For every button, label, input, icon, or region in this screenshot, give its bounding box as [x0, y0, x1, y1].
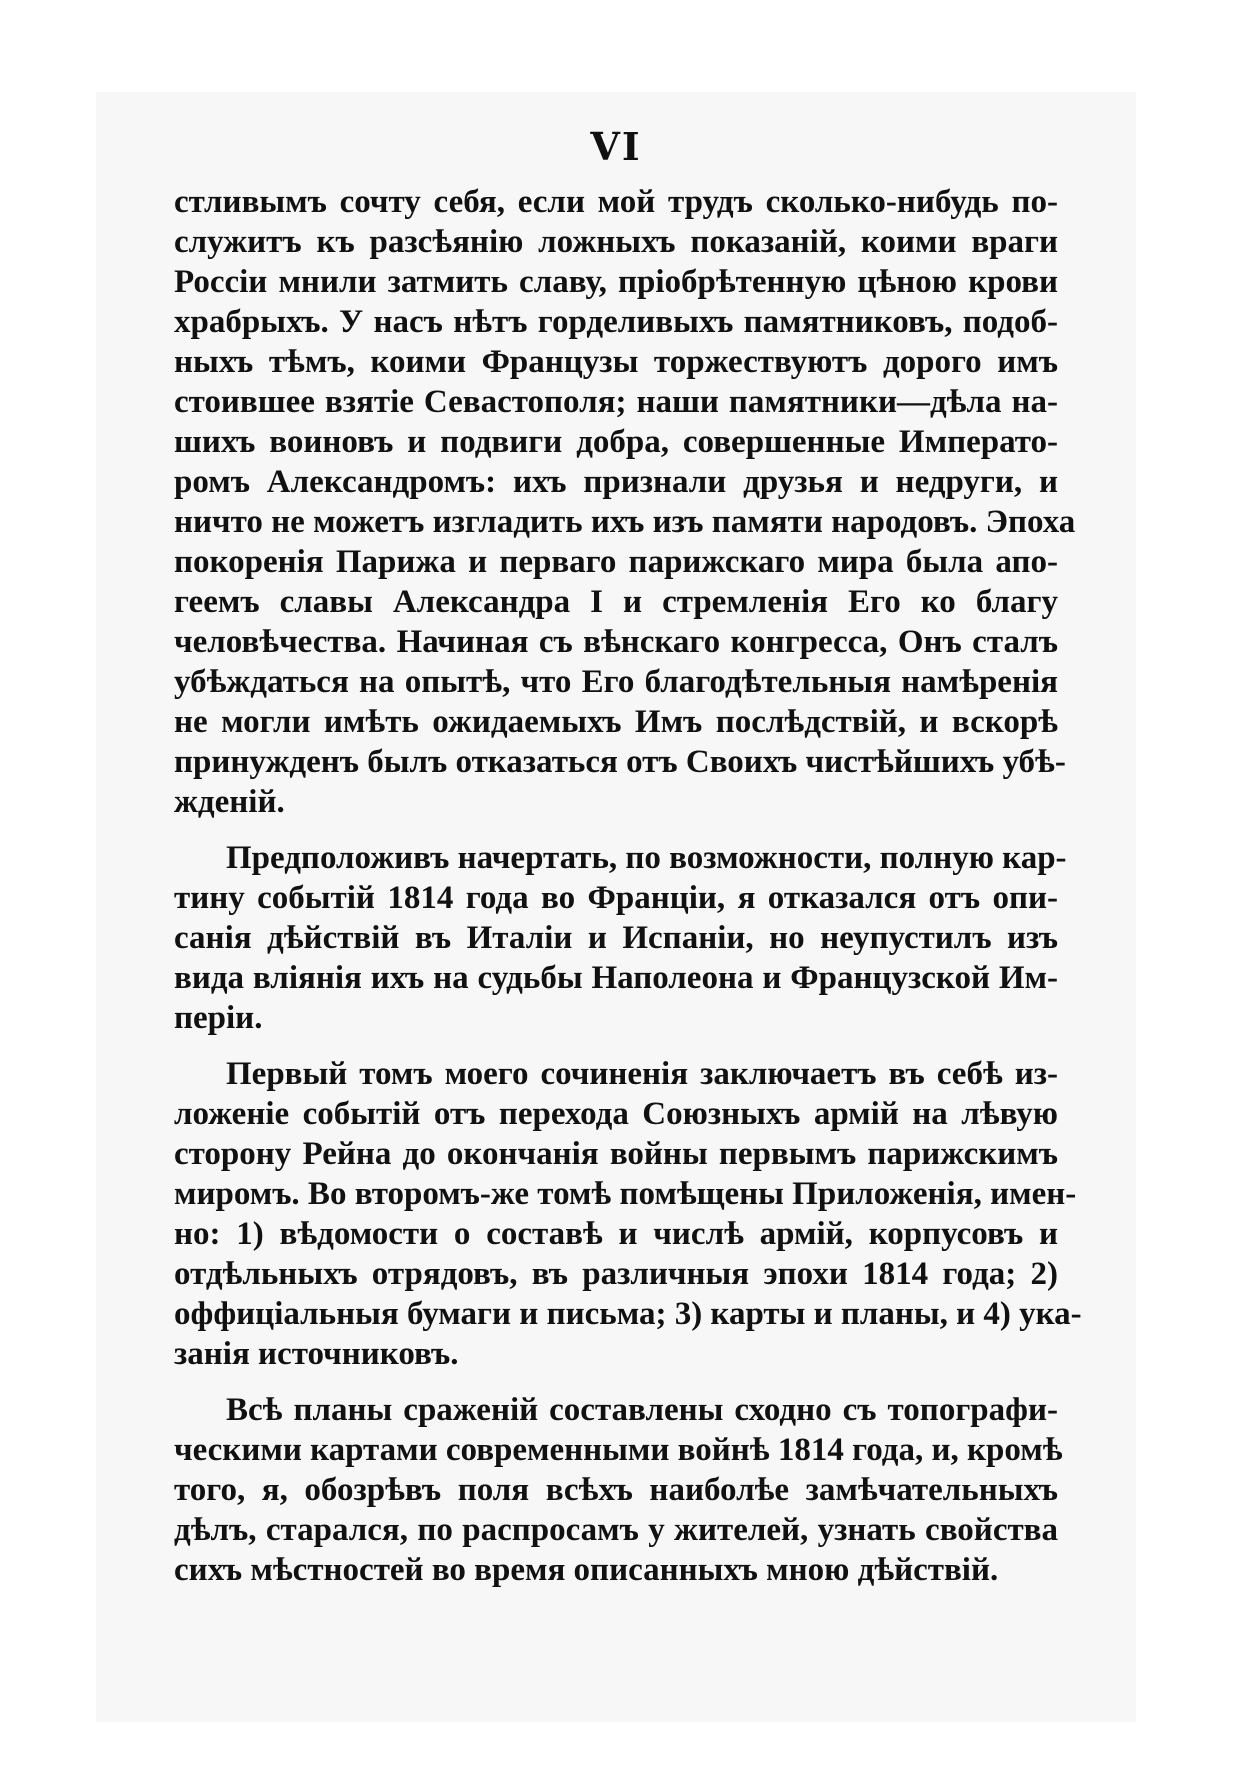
text-line: не могли имѣть ожидаемыхъ Имъ послѣдствій, и вскорѣ — [174, 704, 1058, 740]
text-line: ческими картами современными войнѣ 1814 года, и, кромѣ — [174, 1432, 1063, 1468]
book-page — [96, 92, 1136, 1722]
text-line: стливымъ сочту себя, если мой трудъ сколько-нибудь по- — [174, 184, 1058, 220]
text-line: жденій. — [174, 784, 285, 820]
text-line: сторону Рейна до окончанія войны первымъ парижскимъ — [174, 1136, 1058, 1172]
text-line: человѣчества. Начиная съ вѣнскаго конгресса, Онъ сталъ — [174, 624, 1058, 660]
text-line: отдѣльныхъ отрядовъ, въ различныя эпохи 1814 года; 2) — [174, 1256, 1058, 1292]
paragraph — [174, 1390, 1063, 1590]
text-line: періи. — [174, 1000, 263, 1036]
text-line: но: 1) вѣдомости о составѣ и числѣ армій, корпусовъ и — [174, 1216, 1058, 1252]
text-line: храбрыхъ. У насъ нѣтъ горделивыхъ памятниковъ, подоб- — [174, 304, 1058, 340]
text-line: стоившее взятіе Севастополя; наши памятники—дѣла на- — [174, 384, 1058, 420]
text-line: Всѣ планы сраженій составлены сходно съ топографи- — [226, 1392, 1058, 1428]
text-line: геемъ славы Александра I и стремленія Его ко благу — [174, 584, 1058, 620]
text-line: дѣлъ, старался, по распросамъ у жителей, узнать свойства — [174, 1512, 1058, 1548]
paragraph — [174, 838, 1067, 1038]
paragraph — [174, 1054, 1082, 1374]
text-line: занія источниковъ. — [174, 1336, 459, 1372]
text-line: покоренія Парижа и перваго парижскаго мира была апо- — [174, 544, 1058, 580]
text-line: миромъ. Во второмъ-же томѣ помѣщены Приложенія, имен- — [174, 1176, 1077, 1212]
page-number: VI — [590, 124, 642, 169]
text-line: ромъ Александромъ: ихъ признали друзья и недруги, и — [174, 464, 1058, 500]
text-line: вида вліянія ихъ на судьбы Наполеона и Французской Им- — [174, 960, 1058, 996]
text-line: того, я, обозрѣвъ поля всѣхъ наиболѣе замѣчательныхъ — [174, 1472, 1058, 1508]
paragraph — [174, 182, 1076, 822]
text-line: тину событій 1814 года во Франціи, я отказался отъ опи- — [174, 880, 1058, 916]
text-line: служитъ къ разсѣянію ложныхъ показаній, коими враги — [174, 224, 1058, 260]
text-line: Предположивъ начертать, по возможности, полную кар- — [226, 840, 1067, 876]
text-line: оффиціальныя бумаги и письма; 3) карты и планы, и 4) ука- — [174, 1296, 1082, 1332]
text-line: санія дѣйствій въ Италіи и Испаніи, но неупустилъ изъ — [174, 920, 1058, 956]
text-line: сихъ мѣстностей во время описанныхъ мною дѣйствій. — [174, 1552, 999, 1588]
text-line: ничто не можетъ изгладить ихъ изъ памяти народовъ. Эпоха — [174, 504, 1076, 540]
text-line: ныхъ тѣмъ, коими Французы торжествуютъ дорого имъ — [174, 344, 1058, 380]
text-line: шихъ воиновъ и подвиги добра, совершенные Императо- — [174, 424, 1058, 460]
text-line: принужденъ былъ отказаться отъ Своихъ чистѣйшихъ убѣ- — [174, 744, 1066, 780]
text-line: Первый томъ моего сочиненія заключаетъ въ себѣ из- — [226, 1056, 1058, 1092]
text-line: ложеніе событій отъ перехода Союзныхъ армій на лѣвую — [174, 1096, 1058, 1132]
text-line: Россіи мнили затмить славу, пріобрѣтенную цѣною крови — [174, 264, 1058, 300]
text-line: убѣждаться на опытѣ, что Его благодѣтельныя намѣренія — [174, 664, 1058, 700]
body-text — [174, 182, 1082, 1606]
